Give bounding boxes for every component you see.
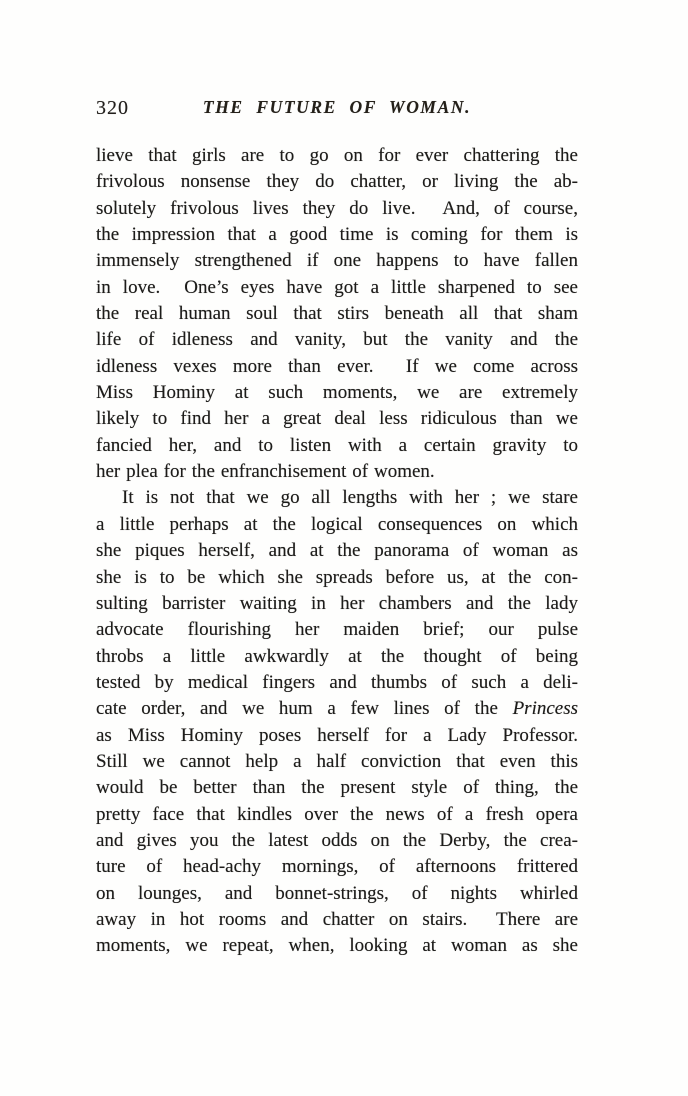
running-head bbox=[96, 97, 578, 121]
text-line bbox=[96, 881, 578, 907]
text-line bbox=[96, 696, 578, 722]
text-run: It is not that we go all lengths with her ; we stare bbox=[122, 487, 578, 509]
text-run: sulting barrister waiting in her chambers and the lady bbox=[96, 592, 578, 614]
text-run: her plea for the enfranchisement of women. bbox=[96, 461, 435, 483]
text-line bbox=[96, 775, 578, 801]
text-line bbox=[96, 907, 578, 933]
text-line bbox=[96, 222, 578, 248]
text-line bbox=[96, 143, 578, 169]
text-run: as Miss Hominy poses herself for a Lady Professor. bbox=[96, 724, 578, 746]
text-run: immensely strengthened if one happens to have fallen bbox=[96, 250, 578, 272]
text-line bbox=[96, 354, 578, 380]
text-line bbox=[96, 644, 578, 670]
text-run: the impression that a good time is coming for them is bbox=[96, 224, 578, 246]
text-line bbox=[96, 196, 578, 222]
text-run: ture of head-achy mornings, of afternoons frittered bbox=[96, 856, 578, 878]
text-line bbox=[96, 723, 578, 749]
text-line bbox=[96, 802, 578, 828]
text-line bbox=[96, 591, 578, 617]
text-line bbox=[96, 485, 578, 511]
paragraph-1 bbox=[96, 143, 578, 485]
text-line bbox=[96, 248, 578, 274]
text-run: and gives you the latest odds on the Derby, the crea- bbox=[96, 829, 578, 851]
text-run: lieve that girls are to go on for ever chattering the bbox=[96, 145, 578, 166]
text-run: she is to be which she spreads before us, at the con- bbox=[96, 566, 578, 588]
page-number: 320 bbox=[96, 97, 129, 119]
text-run: Miss Hominy at such moments, we are extremely bbox=[96, 382, 578, 404]
text-run: frivolous nonsense they do chatter, or living the ab- bbox=[96, 171, 578, 193]
text-line bbox=[96, 433, 578, 459]
text-run: in love. One’s eyes have got a little sharpened to see bbox=[96, 276, 578, 298]
running-title: THE FUTURE OF WOMAN. bbox=[202, 97, 472, 117]
text-line bbox=[96, 301, 578, 327]
text-line bbox=[96, 670, 578, 696]
text-line bbox=[96, 828, 578, 854]
text-run: idleness vexes more than ever. If we come across bbox=[96, 355, 578, 377]
text-line bbox=[96, 406, 578, 432]
text-run: would be better than the present style of thing, the bbox=[96, 777, 578, 799]
text-line bbox=[96, 512, 578, 538]
text-line bbox=[96, 327, 578, 353]
text-line bbox=[96, 275, 578, 301]
text-run: moments, we repeat, when, looking at woman as she bbox=[96, 935, 578, 957]
text-run: throbs a little awkwardly at the thought of being bbox=[96, 645, 578, 667]
text-run: pretty face that kindles over the news of a fresh opera bbox=[96, 803, 578, 825]
text-run: she piques herself, and at the panorama of woman as bbox=[96, 540, 578, 562]
text-line bbox=[96, 169, 578, 195]
italic-text-run: Princess bbox=[512, 698, 578, 720]
text-line bbox=[96, 854, 578, 880]
text-line bbox=[96, 459, 578, 485]
text-run: away in hot rooms and chatter on stairs. There are bbox=[96, 908, 578, 930]
text-line bbox=[96, 749, 578, 775]
text-run: solutely frivolous lives they do live. And, of course, bbox=[96, 197, 578, 219]
text-run: a little perhaps at the logical consequences on which bbox=[96, 513, 578, 535]
paragraph-2 bbox=[96, 485, 578, 959]
text-run: on lounges, and bonnet-strings, of nights whirled bbox=[96, 882, 578, 904]
text-run: advocate flourishing her maiden brief; our pulse bbox=[96, 619, 578, 641]
text-run: cate order, and we hum a few lines of the bbox=[96, 698, 513, 720]
text-run: the real human soul that stirs beneath all that sham bbox=[96, 303, 578, 325]
text-line bbox=[96, 565, 578, 591]
text-run: Still we cannot help a half conviction that even this bbox=[96, 750, 578, 772]
text-line bbox=[96, 933, 578, 959]
text-line bbox=[96, 617, 578, 643]
text-block bbox=[96, 143, 578, 960]
text-line bbox=[96, 380, 578, 406]
text-line bbox=[96, 538, 578, 564]
text-run: life of idleness and vanity, but the vanity and the bbox=[96, 329, 578, 351]
text-run: fancied her, and to listen with a certain gravity to bbox=[96, 434, 578, 456]
text-run: likely to find her a great deal less ridiculous than we bbox=[96, 408, 578, 430]
text-run: tested by medical fingers and thumbs of such a deli- bbox=[96, 671, 578, 693]
